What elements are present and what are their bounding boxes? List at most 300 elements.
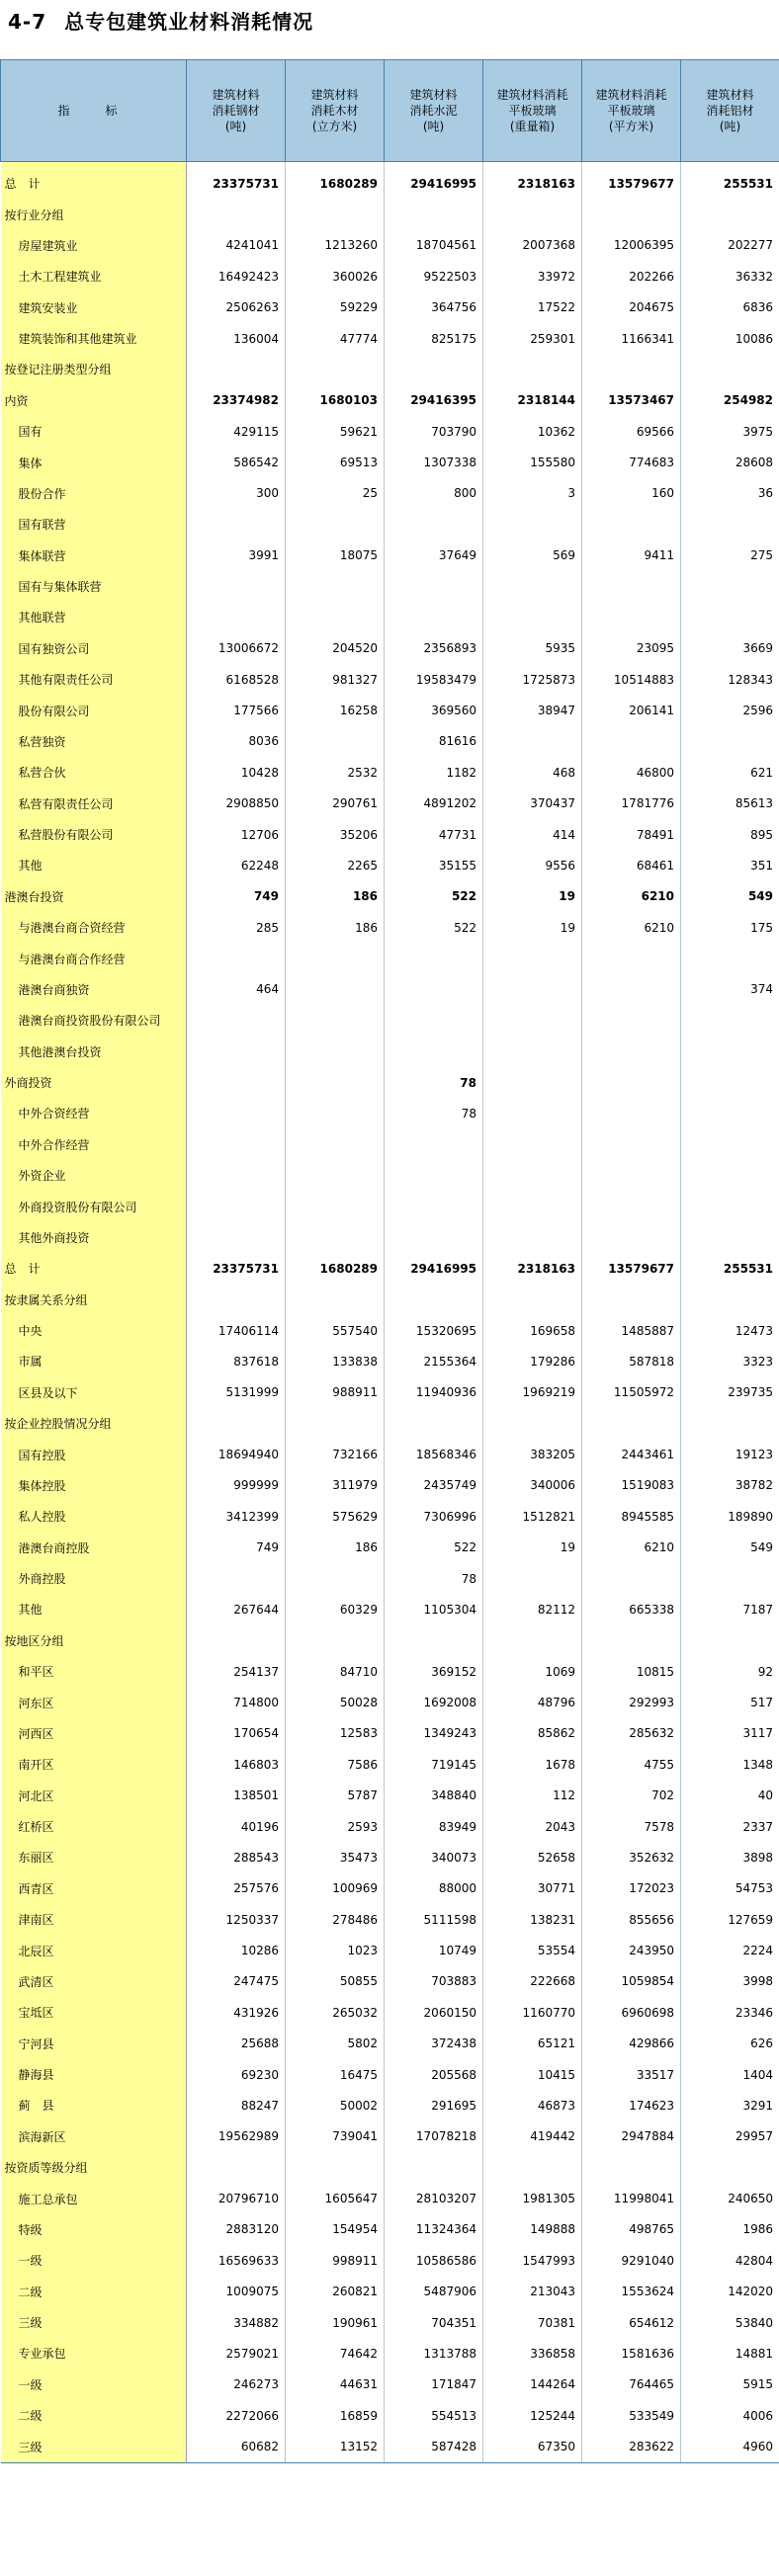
table-cell bbox=[286, 1037, 385, 1067]
table-cell: 3991 bbox=[187, 540, 286, 571]
table-row bbox=[1, 726, 779, 757]
table-cell: 2272066 bbox=[187, 2400, 286, 2431]
table-cell: 155580 bbox=[483, 447, 582, 477]
table-row bbox=[1, 199, 779, 229]
table-cell: 69566 bbox=[582, 416, 681, 447]
table-cell bbox=[681, 1098, 779, 1128]
table-cell: 621 bbox=[681, 757, 779, 788]
table-cell: 19 bbox=[483, 881, 582, 912]
row-label: 内资 bbox=[1, 385, 187, 416]
table-cell: 1307338 bbox=[385, 447, 483, 477]
table-cell: 2318144 bbox=[483, 385, 582, 416]
row-label: 外商控股 bbox=[1, 1563, 187, 1594]
row-label: 土木工程建筑业 bbox=[1, 261, 187, 291]
table-cell bbox=[582, 943, 681, 973]
table-cell: 205568 bbox=[385, 2059, 483, 2090]
table-cell bbox=[681, 1408, 779, 1439]
table-row bbox=[1, 2214, 779, 2245]
row-label: 西青区 bbox=[1, 1873, 187, 1904]
table-cell bbox=[582, 509, 681, 540]
table-cell: 30771 bbox=[483, 1873, 582, 1904]
table-cell: 340073 bbox=[385, 1842, 483, 1872]
row-label: 集体 bbox=[1, 447, 187, 477]
table-cell: 4960 bbox=[681, 2431, 779, 2462]
table-cell: 144264 bbox=[483, 2369, 582, 2400]
table-row bbox=[1, 1749, 779, 1780]
table-cell bbox=[385, 509, 483, 540]
table-cell bbox=[483, 1129, 582, 1160]
table-cell bbox=[187, 509, 286, 540]
table-cell: 29416995 bbox=[385, 168, 483, 199]
table-cell: 1680289 bbox=[286, 168, 385, 199]
row-label: 东丽区 bbox=[1, 1842, 187, 1872]
table-cell: 285 bbox=[187, 912, 286, 943]
table-cell bbox=[286, 1098, 385, 1128]
table-cell: 112 bbox=[483, 1781, 582, 1811]
table-cell: 719145 bbox=[385, 1749, 483, 1780]
table-cell: 13579677 bbox=[582, 168, 681, 199]
row-label: 北辰区 bbox=[1, 1935, 187, 1965]
table-cell: 47774 bbox=[286, 323, 385, 354]
table-cell: 1182 bbox=[385, 757, 483, 788]
table-cell: 9522503 bbox=[385, 261, 483, 291]
table-cell: 587428 bbox=[385, 2431, 483, 2462]
table-cell bbox=[483, 1563, 582, 1594]
table-cell: 68461 bbox=[582, 850, 681, 880]
table-cell: 52658 bbox=[483, 1842, 582, 1872]
table-cell: 419442 bbox=[483, 2121, 582, 2152]
table-cell bbox=[483, 1285, 582, 1315]
table-cell bbox=[582, 1037, 681, 1067]
table-cell: 1680103 bbox=[286, 385, 385, 416]
table-cell: 1986 bbox=[681, 2214, 779, 2245]
table-cell bbox=[483, 1222, 582, 1253]
table-cell: 246273 bbox=[187, 2369, 286, 2400]
table-header-row bbox=[1, 60, 779, 162]
table-cell bbox=[187, 1160, 286, 1191]
column-header-glass-weight: 建筑材料消耗 平板玻璃 (重量箱) bbox=[483, 60, 582, 162]
row-label: 国有独资公司 bbox=[1, 633, 187, 664]
table-cell bbox=[385, 974, 483, 1005]
table-cell bbox=[483, 571, 582, 602]
table-cell: 240650 bbox=[681, 2183, 779, 2213]
table-row bbox=[1, 943, 779, 973]
table-cell: 23375731 bbox=[187, 168, 286, 199]
table-cell: 352632 bbox=[582, 1842, 681, 1872]
table-cell: 2947884 bbox=[582, 2121, 681, 2152]
table-cell: 549 bbox=[681, 1533, 779, 1563]
table-cell: 2043 bbox=[483, 1811, 582, 1842]
table-cell: 292993 bbox=[582, 1687, 681, 1717]
table-cell: 336858 bbox=[483, 2338, 582, 2368]
row-label: 私营有限责任公司 bbox=[1, 789, 187, 819]
table-cell: 626 bbox=[681, 2029, 779, 2059]
table-cell bbox=[681, 509, 779, 540]
table-row bbox=[1, 571, 779, 602]
table-cell bbox=[483, 1037, 582, 1067]
table-cell: 522 bbox=[385, 881, 483, 912]
row-label: 宁河县 bbox=[1, 2029, 187, 2059]
table-cell bbox=[286, 509, 385, 540]
table-row bbox=[1, 2152, 779, 2183]
page-title bbox=[8, 6, 313, 35]
row-label: 其他联营 bbox=[1, 602, 187, 632]
table-cell: 65121 bbox=[483, 2029, 582, 2059]
table-cell: 85862 bbox=[483, 1718, 582, 1749]
table-row bbox=[1, 2029, 779, 2059]
row-label: 私营股份有限公司 bbox=[1, 819, 187, 850]
table-cell: 13152 bbox=[286, 2431, 385, 2462]
table-row bbox=[1, 1285, 779, 1315]
table-cell: 138501 bbox=[187, 1781, 286, 1811]
table-cell: 1692008 bbox=[385, 1687, 483, 1717]
table-cell: 204520 bbox=[286, 633, 385, 664]
table-cell: 1553624 bbox=[582, 2277, 681, 2307]
table-title: 总专包建筑业材料消耗情况 bbox=[64, 10, 314, 34]
table-body bbox=[1, 162, 779, 2463]
table-row bbox=[1, 757, 779, 788]
table-cell: 255531 bbox=[681, 168, 779, 199]
row-label: 武清区 bbox=[1, 1966, 187, 1997]
table-cell bbox=[385, 943, 483, 973]
table-cell: 37649 bbox=[385, 540, 483, 571]
table-cell: 50002 bbox=[286, 2090, 385, 2120]
table-row bbox=[1, 323, 779, 354]
table-cell: 1404 bbox=[681, 2059, 779, 2090]
row-label: 一级 bbox=[1, 2369, 187, 2400]
table-cell: 16475 bbox=[286, 2059, 385, 2090]
row-label: 中央 bbox=[1, 1315, 187, 1346]
row-label: 专业承包 bbox=[1, 2338, 187, 2368]
table-cell bbox=[286, 571, 385, 602]
row-label: 和平区 bbox=[1, 1656, 187, 1687]
table-cell bbox=[187, 1222, 286, 1253]
table-cell: 8945585 bbox=[582, 1501, 681, 1532]
table-cell bbox=[483, 509, 582, 540]
table-cell: 186 bbox=[286, 881, 385, 912]
table-row bbox=[1, 912, 779, 943]
table-cell bbox=[286, 602, 385, 632]
table-row bbox=[1, 1439, 779, 1469]
table-row bbox=[1, 2183, 779, 2213]
table-cell: 2155364 bbox=[385, 1346, 483, 1376]
row-label: 按登记注册类型分组 bbox=[1, 354, 187, 384]
table-cell bbox=[187, 354, 286, 384]
table-cell bbox=[286, 1067, 385, 1098]
column-header-indicator: 指 标 bbox=[1, 60, 187, 162]
table-row bbox=[1, 1377, 779, 1408]
row-label: 市属 bbox=[1, 1346, 187, 1376]
table-cell: 1348 bbox=[681, 1749, 779, 1780]
table-cell: 10815 bbox=[582, 1656, 681, 1687]
table-cell: 47731 bbox=[385, 819, 483, 850]
table-row bbox=[1, 1533, 779, 1563]
row-label: 私营独资 bbox=[1, 726, 187, 757]
table-cell: 18075 bbox=[286, 540, 385, 571]
table-cell bbox=[483, 1191, 582, 1221]
table-cell bbox=[187, 1067, 286, 1098]
table-cell: 6210 bbox=[582, 1533, 681, 1563]
row-label: 按地区分组 bbox=[1, 1625, 187, 1656]
row-label: 静海县 bbox=[1, 2059, 187, 2090]
table-cell: 12583 bbox=[286, 1718, 385, 1749]
table-cell bbox=[483, 1098, 582, 1128]
table-cell: 7187 bbox=[681, 1594, 779, 1624]
table-cell: 136004 bbox=[187, 323, 286, 354]
table-cell: 40196 bbox=[187, 1811, 286, 1842]
table-cell: 44631 bbox=[286, 2369, 385, 2400]
table-cell: 100969 bbox=[286, 1873, 385, 1904]
table-cell: 498765 bbox=[582, 2214, 681, 2245]
row-label: 建筑装饰和其他建筑业 bbox=[1, 323, 187, 354]
table-cell: 1166341 bbox=[582, 323, 681, 354]
row-label: 津南区 bbox=[1, 1904, 187, 1935]
table-cell: 206141 bbox=[582, 695, 681, 725]
table-cell: 704351 bbox=[385, 2307, 483, 2338]
table-cell: 1981305 bbox=[483, 2183, 582, 2213]
table-cell: 825175 bbox=[385, 323, 483, 354]
row-label: 港澳台商独资 bbox=[1, 974, 187, 1005]
row-label: 宝坻区 bbox=[1, 1997, 187, 2028]
table-cell: 3117 bbox=[681, 1718, 779, 1749]
table-cell bbox=[385, 1191, 483, 1221]
table-cell: 255531 bbox=[681, 1253, 779, 1284]
table-row bbox=[1, 261, 779, 291]
table-cell: 285632 bbox=[582, 1718, 681, 1749]
table-cell: 38947 bbox=[483, 695, 582, 725]
table-cell: 81616 bbox=[385, 726, 483, 757]
table-cell: 9411 bbox=[582, 540, 681, 571]
table-cell bbox=[582, 199, 681, 229]
table-cell: 7306996 bbox=[385, 1501, 483, 1532]
table-cell: 243950 bbox=[582, 1935, 681, 1965]
table-cell bbox=[187, 602, 286, 632]
table-row bbox=[1, 1935, 779, 1965]
table-row bbox=[1, 1594, 779, 1624]
table-cell: 334882 bbox=[187, 2307, 286, 2338]
table-cell bbox=[187, 1625, 286, 1656]
table-cell bbox=[582, 1160, 681, 1191]
table-cell: 14881 bbox=[681, 2338, 779, 2368]
table-cell: 189890 bbox=[681, 1501, 779, 1532]
table-cell bbox=[582, 1625, 681, 1656]
table-cell: 5787 bbox=[286, 1781, 385, 1811]
table-cell: 179286 bbox=[483, 1346, 582, 1376]
table-cell: 142020 bbox=[681, 2277, 779, 2307]
table-cell bbox=[385, 1129, 483, 1160]
table-row bbox=[1, 1037, 779, 1067]
table-row bbox=[1, 168, 779, 199]
row-label: 按隶属关系分组 bbox=[1, 1285, 187, 1315]
table-row bbox=[1, 509, 779, 540]
table-cell: 283622 bbox=[582, 2431, 681, 2462]
table-row bbox=[1, 354, 779, 384]
table-cell bbox=[483, 726, 582, 757]
table-cell: 6210 bbox=[582, 881, 681, 912]
table-cell: 265032 bbox=[286, 1997, 385, 2028]
table-cell bbox=[286, 1005, 385, 1036]
row-label: 港澳台商投资股份有限公司 bbox=[1, 1005, 187, 1036]
table-cell: 1485887 bbox=[582, 1315, 681, 1346]
table-cell: 340006 bbox=[483, 1470, 582, 1501]
table-cell: 6960698 bbox=[582, 1997, 681, 2028]
table-cell bbox=[286, 1222, 385, 1253]
table-cell: 19583479 bbox=[385, 664, 483, 695]
table-cell: 13579677 bbox=[582, 1253, 681, 1284]
table-cell: 998911 bbox=[286, 2245, 385, 2276]
table-cell: 2908850 bbox=[187, 789, 286, 819]
table-cell bbox=[187, 1129, 286, 1160]
table-row bbox=[1, 1253, 779, 1284]
table-cell: 23346 bbox=[681, 1997, 779, 2028]
table-cell bbox=[483, 199, 582, 229]
column-header-steel: 建筑材料 消耗钢材 (吨) bbox=[187, 60, 286, 162]
table-cell bbox=[582, 2152, 681, 2183]
table-cell: 360026 bbox=[286, 261, 385, 291]
table-cell: 1069 bbox=[483, 1656, 582, 1687]
table-cell: 275 bbox=[681, 540, 779, 571]
table-cell: 1313788 bbox=[385, 2338, 483, 2368]
table-cell: 1512821 bbox=[483, 1501, 582, 1532]
table-cell bbox=[385, 602, 483, 632]
table-row bbox=[1, 447, 779, 477]
table-cell: 522 bbox=[385, 1533, 483, 1563]
table-cell bbox=[187, 2152, 286, 2183]
table-cell bbox=[187, 1037, 286, 1067]
table-cell: 5111598 bbox=[385, 1904, 483, 1935]
table-cell: 549 bbox=[681, 881, 779, 912]
row-label: 二级 bbox=[1, 2277, 187, 2307]
table-cell bbox=[483, 2152, 582, 2183]
row-label: 河北区 bbox=[1, 1781, 187, 1811]
table-cell: 7578 bbox=[582, 1811, 681, 1842]
table-cell: 46873 bbox=[483, 2090, 582, 2120]
table-cell bbox=[385, 199, 483, 229]
table-cell: 1969219 bbox=[483, 1377, 582, 1408]
row-label: 河西区 bbox=[1, 1718, 187, 1749]
table-cell: 36332 bbox=[681, 261, 779, 291]
table-row bbox=[1, 1191, 779, 1221]
table-row bbox=[1, 1656, 779, 1687]
table-cell bbox=[187, 1098, 286, 1128]
table-cell bbox=[187, 199, 286, 229]
table-cell: 186 bbox=[286, 912, 385, 943]
table-cell: 35206 bbox=[286, 819, 385, 850]
table-cell bbox=[286, 1160, 385, 1191]
table-cell: 16859 bbox=[286, 2400, 385, 2431]
table-row bbox=[1, 1966, 779, 1997]
table-row bbox=[1, 1408, 779, 1439]
table-cell: 172023 bbox=[582, 1873, 681, 1904]
table-cell: 3291 bbox=[681, 2090, 779, 2120]
table-cell: 6210 bbox=[582, 912, 681, 943]
table-cell bbox=[286, 943, 385, 973]
table-cell: 17406114 bbox=[187, 1315, 286, 1346]
table-row bbox=[1, 633, 779, 664]
table-cell: 259301 bbox=[483, 323, 582, 354]
table-cell: 714800 bbox=[187, 1687, 286, 1717]
table-cell: 174623 bbox=[582, 2090, 681, 2120]
table-cell bbox=[187, 1191, 286, 1221]
table-row bbox=[1, 230, 779, 261]
table-cell: 6168528 bbox=[187, 664, 286, 695]
table-cell: 12473 bbox=[681, 1315, 779, 1346]
table-cell: 517 bbox=[681, 1687, 779, 1717]
table-row bbox=[1, 1997, 779, 2028]
table-cell: 1160770 bbox=[483, 1997, 582, 2028]
table-cell: 83949 bbox=[385, 1811, 483, 1842]
table-cell: 3998 bbox=[681, 1966, 779, 1997]
table-cell: 988911 bbox=[286, 1377, 385, 1408]
table-cell: 2883120 bbox=[187, 2214, 286, 2245]
table-row bbox=[1, 1842, 779, 1872]
table-cell bbox=[483, 1625, 582, 1656]
table-cell: 239735 bbox=[681, 1377, 779, 1408]
table-cell: 10362 bbox=[483, 416, 582, 447]
table-cell: 431926 bbox=[187, 1997, 286, 2028]
table-cell: 11505972 bbox=[582, 1377, 681, 1408]
table-cell: 175 bbox=[681, 912, 779, 943]
table-cell: 2318163 bbox=[483, 168, 582, 199]
table-cell: 1009075 bbox=[187, 2277, 286, 2307]
table-row bbox=[1, 1904, 779, 1935]
table-cell: 10428 bbox=[187, 757, 286, 788]
table-cell: 257576 bbox=[187, 1873, 286, 1904]
table-row bbox=[1, 1346, 779, 1376]
table-row bbox=[1, 1501, 779, 1532]
table-cell bbox=[582, 1129, 681, 1160]
table-cell: 42804 bbox=[681, 2245, 779, 2276]
table-row bbox=[1, 540, 779, 571]
table-cell: 18694940 bbox=[187, 1439, 286, 1469]
table-cell: 6836 bbox=[681, 292, 779, 323]
row-label: 国有 bbox=[1, 416, 187, 447]
table-cell bbox=[187, 1408, 286, 1439]
table-cell: 3898 bbox=[681, 1842, 779, 1872]
table-cell: 586542 bbox=[187, 447, 286, 477]
row-label: 私营合伙 bbox=[1, 757, 187, 788]
table-cell bbox=[582, 602, 681, 632]
table-cell bbox=[483, 1408, 582, 1439]
table-cell: 557540 bbox=[286, 1315, 385, 1346]
row-label: 其他有限责任公司 bbox=[1, 664, 187, 695]
table-cell: 1581636 bbox=[582, 2338, 681, 2368]
table-cell bbox=[483, 943, 582, 973]
table-cell: 13006672 bbox=[187, 633, 286, 664]
table-cell: 665338 bbox=[582, 1594, 681, 1624]
table-cell: 703790 bbox=[385, 416, 483, 447]
table-cell: 1349243 bbox=[385, 1718, 483, 1749]
table-cell: 739041 bbox=[286, 2121, 385, 2152]
table-cell: 260821 bbox=[286, 2277, 385, 2307]
table-cell bbox=[286, 1285, 385, 1315]
table-row bbox=[1, 1470, 779, 1501]
table-cell bbox=[385, 2152, 483, 2183]
table-cell: 288543 bbox=[187, 1842, 286, 1872]
table-row bbox=[1, 1718, 779, 1749]
table-cell: 25 bbox=[286, 478, 385, 509]
table-row bbox=[1, 819, 779, 850]
table-cell: 53840 bbox=[681, 2307, 779, 2338]
table-cell: 2596 bbox=[681, 695, 779, 725]
table-cell: 1725873 bbox=[483, 664, 582, 695]
table-cell: 78 bbox=[385, 1098, 483, 1128]
table-cell: 749 bbox=[187, 881, 286, 912]
table-cell: 370437 bbox=[483, 789, 582, 819]
table-cell bbox=[681, 1191, 779, 1221]
table-cell: 300 bbox=[187, 478, 286, 509]
table-cell bbox=[681, 199, 779, 229]
